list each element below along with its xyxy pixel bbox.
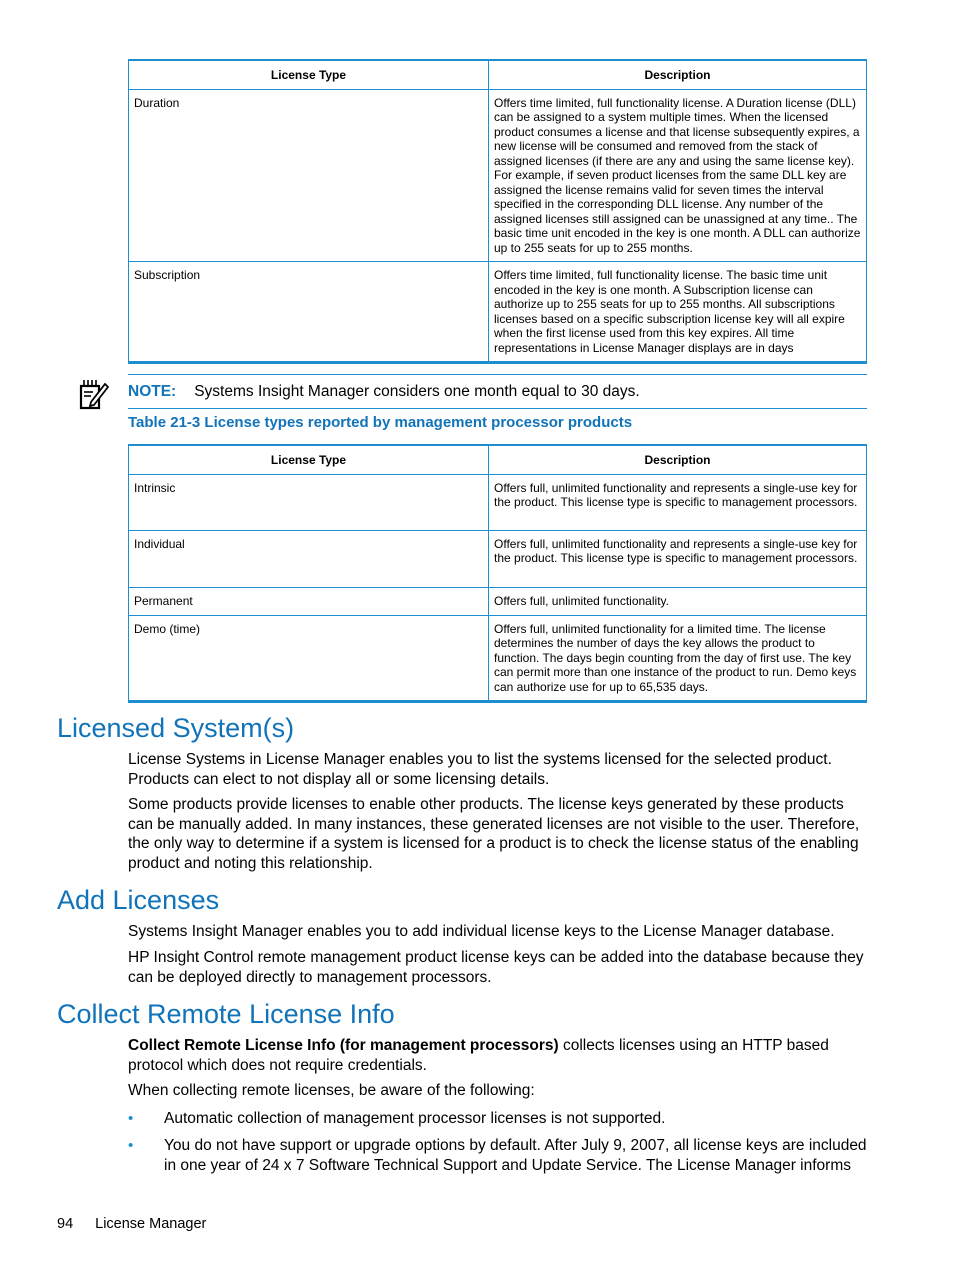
note-box <box>128 374 867 409</box>
list-item <box>128 1109 870 1129</box>
management-processor-license-types-table <box>128 444 867 703</box>
paragraph: When collecting remote licenses, be aware of the following: <box>128 1082 535 1099</box>
list-item-text: Automatic collection of management processor licenses is not supported. <box>164 1110 666 1127</box>
table-caption: Table 21-3 License types reported by management processor products <box>128 414 633 431</box>
page-footer <box>57 1216 206 1232</box>
note-pad-pencil-icon <box>79 378 109 410</box>
paragraph: HP Insight Control remote management product license keys can be added into the database because they can be deployed directly to management processors. <box>128 949 864 986</box>
license-types-table <box>128 59 867 364</box>
description-cell: Offers full, unlimited functionality and represents a single-use key for the product. This license type is specific to management processors. <box>489 530 867 587</box>
table-row <box>129 530 867 587</box>
list-item <box>128 1136 870 1175</box>
paragraph: Some products provide licenses to enable other products. The license keys generated by these products can be manually added. In many instances, these generated licenses are not visible to the user. Therefore, the only way to determine if a system is licensed for a product is to check the license status of the enabling product and noting this relationship. <box>128 796 860 872</box>
table-row <box>129 615 867 702</box>
bullet-icon: • <box>128 1137 134 1154</box>
paragraph-text: collects licenses using an HTTP based protocol which does not require credentials. <box>128 1037 829 1074</box>
column-header-description: Description <box>489 60 867 89</box>
section-heading-collect-remote-license-info: Collect Remote License Info <box>57 999 395 1029</box>
license-type-cell: Duration <box>129 89 489 262</box>
description-cell: Offers time limited, full functionality license. A Duration license (DLL) can be assigned to a system multiple times. When the licensed product consumes a license and that license subsequently expires, a new license will be consumed and removed from the stack of assigned licenses (if there are any and using the same license key). For example, if seven product licenses from the same DLL key are assigned the license remains valid for seven times the interval specified in the corresponding DLL license. Any number of the assigned licenses still assigned can be unassigned at any time.. The basic time unit encoded in the key is one month. A DLL can authorize up to 255 seats for up to 255 months. <box>489 89 867 262</box>
table-row <box>129 89 867 262</box>
table-row <box>129 262 867 363</box>
paragraph <box>128 1036 870 1075</box>
paragraph: Systems Insight Manager enables you to add individual license keys to the License Manager database. <box>128 923 835 940</box>
description-cell: Offers full, unlimited functionality. <box>489 587 867 615</box>
section-heading-add-licenses: Add Licenses <box>57 885 220 915</box>
column-header-description: Description <box>489 445 867 474</box>
column-header-license-type: License Type <box>129 445 489 474</box>
license-type-cell: Subscription <box>129 262 489 363</box>
table-header-row <box>129 60 867 89</box>
description-cell: Offers full, unlimited functionality for a limited time. The license determines the number of days the key allows the product to function. The days begin counting from the day of first use. The key can permit more than one instance of the product to run. Demo keys can authorize use for up to 65,535 days. <box>489 615 867 702</box>
column-header-license-type: License Type <box>129 60 489 89</box>
license-type-cell: Individual <box>129 530 489 587</box>
section-heading-licensed-systems: Licensed System(s) <box>57 713 295 743</box>
list-item-text: You do not have support or upgrade options by default. After July 9, 2007, all license keys are included in one year of 24 x 7 Software Technical Support and Update Service. The License Manager informs <box>164 1137 867 1174</box>
license-type-cell: Demo (time) <box>129 615 489 702</box>
paragraph: License Systems in License Manager enables you to list the systems licensed for the selected product. Products can elect to not display all or some licensing details. <box>128 751 832 788</box>
table-row <box>129 474 867 530</box>
note-text: Systems Insight Manager considers one month equal to 30 days. <box>194 383 640 400</box>
footer-section-title: License Manager <box>95 1216 207 1232</box>
page-number: 94 <box>57 1216 74 1232</box>
license-type-cell: Permanent <box>129 587 489 615</box>
license-type-cell: Intrinsic <box>129 474 489 530</box>
note-label: NOTE: <box>128 383 177 400</box>
ui-term: Collect Remote License Info (for management processors) <box>128 1037 559 1054</box>
description-cell: Offers full, unlimited functionality and represents a single-use key for the product. This license type is specific to management processors. <box>489 474 867 530</box>
bullet-icon: • <box>128 1110 134 1127</box>
table-header-row <box>129 445 867 474</box>
table-row <box>129 587 867 615</box>
description-cell: Offers time limited, full functionality license. The basic time unit encoded in the key is one month. A Subscription license can authorize up to 255 seats for up to 255 months. All subscriptions licenses based on a specific subscription license key will all expire when the first license used from this key expires. All time representations in License Manager displays are in days <box>489 262 867 363</box>
